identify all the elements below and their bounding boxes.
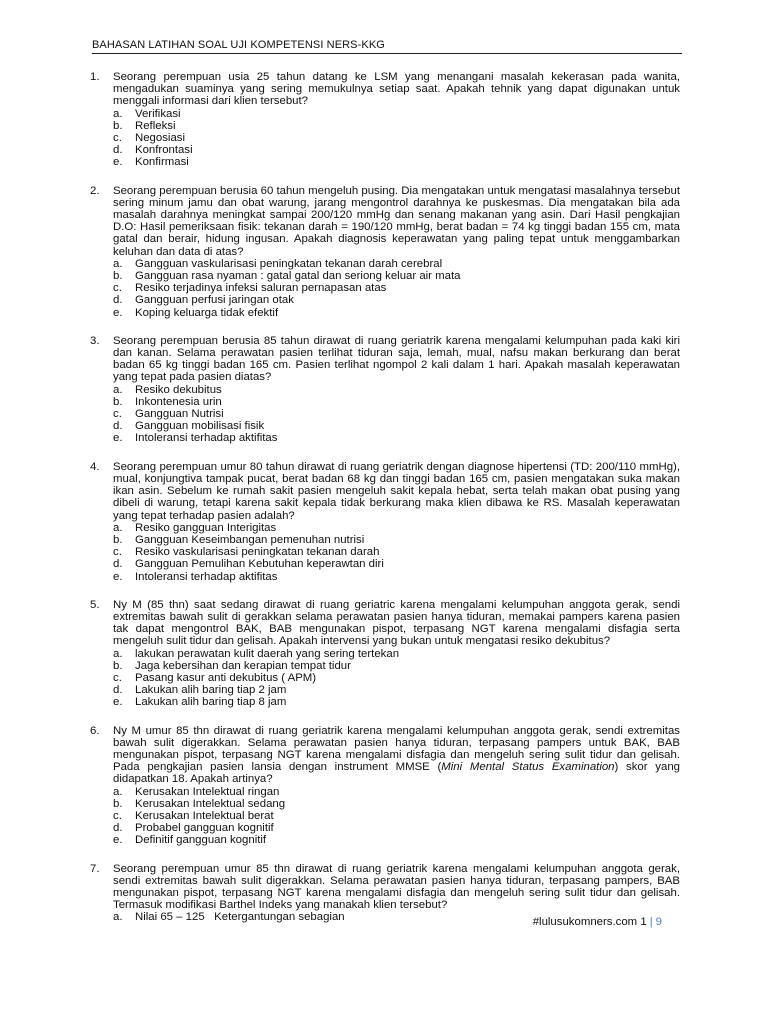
option-text: Gangguan Keseimbangan pemenuhan nutrisi	[135, 533, 365, 546]
option-item	[113, 660, 680, 672]
option-text: lakukan perawatan kulit daerah yang sering tertekan	[135, 647, 400, 660]
option-item	[113, 432, 680, 444]
option-letter: a.	[113, 647, 123, 660]
option-letter: a.	[113, 107, 123, 120]
option-list	[113, 786, 680, 847]
question-text-part: ) skor yang didapatkan 18. Apakah artinya?	[113, 761, 680, 786]
option-item	[113, 420, 680, 432]
option-item	[113, 558, 680, 570]
option-letter: e.	[113, 696, 123, 709]
option-text: Jaga kebersihan dan kerapian tempat tidur	[135, 659, 351, 672]
option-letter: b.	[113, 797, 123, 810]
option-item	[113, 534, 680, 546]
option-item	[113, 156, 680, 168]
option-item	[113, 384, 680, 396]
question-7	[90, 863, 680, 924]
option-item	[113, 144, 680, 156]
question-text: Seorang perempuan berusia 85 tahun dirawat di ruang geriatrik karena mengalami kelumpuhan pada kaki kiri dan kanan. Selama perawatan pasien terlihat tiduran saja, lemah, mual, nafsu makan berkurang dan berat badan 65 kg tinggi badan 165 cm. Pasien terlihat ngompol 2 kali dalam 1 hari. Apakah masalah keperawatan yang tepat pada pasien diatas?	[113, 334, 680, 384]
question-text: Seorang perempuan berusia 60 tahun mengeluh pusing. Dia mengatakan untuk mengatasi masalahnya tersebut sering minum jamu dan obat warung, jarang mengontrol darahnya ke puskesmas. Dia mengatakan bila ada masalah darahnya meningkat sampai 200/120 mmHg dan senang makanan yang asin. Dari Hasil pengkajian D.O: Hasil pemeriksaan fisik: tekanan darah = 190/120 mmHg, berat badan = 74 kg tinggi badan 155 cm, mata gatal dan berair, hidung ingusan. Apakah diagnosis keperawatan yang paling tepat untuk menggambarkan keluhan dan data di atas?	[113, 184, 680, 258]
question-number: 3.	[90, 334, 100, 347]
option-text: Refleksi	[135, 119, 176, 132]
option-letter: a.	[113, 521, 123, 534]
option-text: Kerusakan Intelektual sedang	[135, 797, 286, 810]
option-text: Kerusakan Intelektual ringan	[135, 785, 280, 798]
page-header: BAHASAN LATIHAN SOAL UJI KOMPETENSI NERS-KKG	[92, 39, 682, 54]
question-1	[90, 71, 680, 169]
option-text: Konfrontasi	[135, 144, 193, 157]
option-item	[113, 522, 680, 534]
option-text: Inkontenesia urin	[135, 395, 222, 408]
option-item	[113, 672, 680, 684]
option-letter: e.	[113, 834, 123, 847]
option-text: Resiko terjadinya infeksi saluran pernapasan atas	[135, 282, 387, 295]
option-letter: c.	[113, 132, 122, 145]
option-text: Resiko vaskularisasi peningkatan tekanan darah	[135, 546, 380, 559]
option-letter: a.	[113, 257, 123, 270]
question-4	[90, 461, 680, 583]
option-text: Gangguan vaskularisasi peningkatan tekanan darah cerebral	[135, 257, 443, 270]
option-item	[113, 132, 680, 144]
option-letter: b.	[113, 533, 123, 546]
question-text-part: Ny M umur 85 thn dirawat di ruang geriatrik karena mengalami kelumpuhan anggota gerak, sendi extremitas bawah sulit digerakkan. Selama perawatan pasien hanya tiduran, terpasang pampers untuk BAK, BAB mengunakan pispot, terpasang NGT karena mengalami disfagia dan mengeluh sering sulit tidur dan gelisah. Pada pengkajian pasien lansia dengan instrument MMSE (	[113, 724, 680, 774]
question-text	[113, 725, 680, 786]
question-5	[90, 599, 680, 709]
option-text: Gangguan perfusi jaringan otak	[135, 294, 294, 307]
option-letter: a.	[113, 383, 123, 396]
question-number: 5.	[90, 598, 100, 611]
option-letter: e.	[113, 570, 123, 583]
option-text: Gangguan Pemulihan Kebutuhan keperawtan diri	[135, 558, 384, 571]
option-item	[113, 822, 680, 834]
question-number: 2.	[90, 184, 100, 197]
option-text: Gangguan Nutrisi	[135, 408, 224, 421]
question-text: Seorang perempuan umur 80 tahun dirawat di ruang geriatrik dengan diagnose hipertensi (TD: 200/110 mmHg), mual, konjungtiva tampak pucat, berat badan 68 kg dan tinggi badan 165 cm, pasien mengatakan suka makan ikan asin. Sebelum ke rumah sakit pasien mengeluh sakit kepala hebat, serta telah makan obat pusing yang dibeli di warung, tetapi karena sakit kepala tidak berkurang maka klien dibawa ke RS. Masalah keperawatan yang tepat terhadap pasien adalah?	[113, 460, 680, 522]
option-letter: b.	[113, 270, 123, 283]
option-letter: d.	[113, 558, 123, 571]
question-number: 7.	[90, 862, 100, 875]
question-list	[90, 71, 680, 940]
option-letter: a.	[113, 785, 123, 798]
option-item	[113, 270, 680, 282]
footer-total-pages: 9	[655, 916, 662, 928]
question-number: 1.	[90, 71, 100, 83]
option-item	[113, 258, 680, 270]
option-letter: c.	[113, 282, 122, 295]
question-3	[90, 335, 680, 445]
option-item	[113, 648, 680, 660]
question-text: Seorang perempuan usia 25 tahun datang ke LSM yang menangani masalah kekerasan pada wanita, mengadukan suaminya yang sering memukulnya setiap saat. Apakah tehnik yang dapat digunakan untuk menggali informasi dari klien tersebut?	[113, 71, 680, 108]
question-2	[90, 185, 680, 319]
question-6	[90, 725, 680, 847]
option-letter: b.	[113, 395, 123, 408]
option-item	[113, 307, 680, 319]
question-text: Ny M (85 thn) saat sedang dirawat di ruang geriatric karena mengalami kelumpuhan anggota gerak, sendi extremitas bawah sulit di gerakkan selama perawatan pasien hanya tiduran, memakai pampers karena pasien tak dapat mengontrol BAK, BAB mengunakan pispot, terpasang NGT karena mengalami disfagia serta mengeluh sulit tidur dan gelisah. Apakah intervensi yang bukan untuk mengatasi resiko dekubitus?	[113, 598, 680, 648]
option-item	[113, 294, 680, 306]
footer-separator: |	[649, 916, 653, 928]
option-list	[113, 108, 680, 169]
option-text: Resiko gangguan Interigitas	[135, 521, 277, 534]
option-item	[113, 834, 680, 846]
option-text: Definitif gangguan kognitif	[135, 834, 267, 847]
option-text: Gangguan rasa nyaman : gatal gatal dan seriong keluar air mata	[135, 270, 461, 283]
option-letter: b.	[113, 659, 123, 672]
option-item	[113, 786, 680, 798]
option-letter: d.	[113, 294, 123, 307]
option-item	[113, 282, 680, 294]
option-text: Nilai 65 – 125 Ketergantungan sebagian	[135, 911, 345, 924]
option-list	[113, 258, 680, 319]
question-number: 6.	[90, 724, 100, 737]
option-text: Gangguan mobilisasi fisik	[135, 420, 265, 433]
option-item	[113, 120, 680, 132]
option-letter: a.	[113, 911, 123, 924]
option-letter: c.	[113, 671, 122, 684]
option-item	[113, 684, 680, 696]
option-text: Negosiasi	[135, 132, 186, 145]
option-letter: c.	[113, 546, 122, 559]
option-item	[113, 798, 680, 810]
option-text: Lakukan alih baring tiap 8 jam	[135, 696, 287, 709]
option-item	[113, 810, 680, 822]
option-text: Pasang kasur anti dekubitus ( APM)	[135, 671, 317, 684]
option-item	[113, 108, 680, 120]
option-text: Resiko dekubitus	[135, 383, 222, 396]
option-text: Kerusakan Intelektual berat	[135, 809, 274, 822]
option-text: Lakukan alih baring tiap 2 jam	[135, 684, 287, 697]
option-text: Intoleransi terhadap aktifitas	[135, 432, 278, 445]
footer-page-number: 1	[640, 916, 647, 928]
page-footer	[533, 916, 662, 928]
option-item	[113, 396, 680, 408]
option-text: Probabel gangguan kognitif	[135, 822, 274, 835]
option-text: Konfirmasi	[135, 156, 189, 169]
option-text: Intoleransi terhadap aktifitas	[135, 570, 278, 583]
option-item	[113, 571, 680, 583]
option-letter: d.	[113, 144, 123, 157]
option-list	[113, 648, 680, 709]
option-letter: d.	[113, 684, 123, 697]
option-letter: c.	[113, 408, 122, 421]
option-letter: b.	[113, 119, 123, 132]
question-number: 4.	[90, 460, 100, 473]
option-text: Verifikasi	[135, 107, 181, 120]
option-letter: d.	[113, 822, 123, 835]
option-item	[113, 546, 680, 558]
footer-site: #lulusukomners.com	[532, 916, 638, 928]
option-text: Koping keluarga tidak efektif	[135, 306, 279, 319]
question-text-italic: Mini Mental Status Examination	[441, 761, 615, 774]
option-item	[113, 408, 680, 420]
option-letter: e.	[113, 432, 123, 445]
option-letter: d.	[113, 420, 123, 433]
option-letter: e.	[113, 156, 123, 169]
question-text: Seorang perempuan umur 85 thn dirawat di ruang geriatrik karena mengalami kelumpuhan anggota gerak, sendi extremitas bawah sulit digerakkan. Selama perawatan pasien hanya tiduran, terpasang pampers, BAB mengunakan pispot, terpasang NGT karena mengalami disfagia dan mengeluh sering sulit tidur dan gelisah. Termasuk modifikasi Barthel Indeks yang manakah klien tersebut?	[113, 862, 680, 912]
option-item	[113, 696, 680, 708]
option-letter: e.	[113, 306, 123, 319]
option-letter: c.	[113, 809, 122, 822]
option-list	[113, 384, 680, 445]
option-list	[113, 522, 680, 583]
